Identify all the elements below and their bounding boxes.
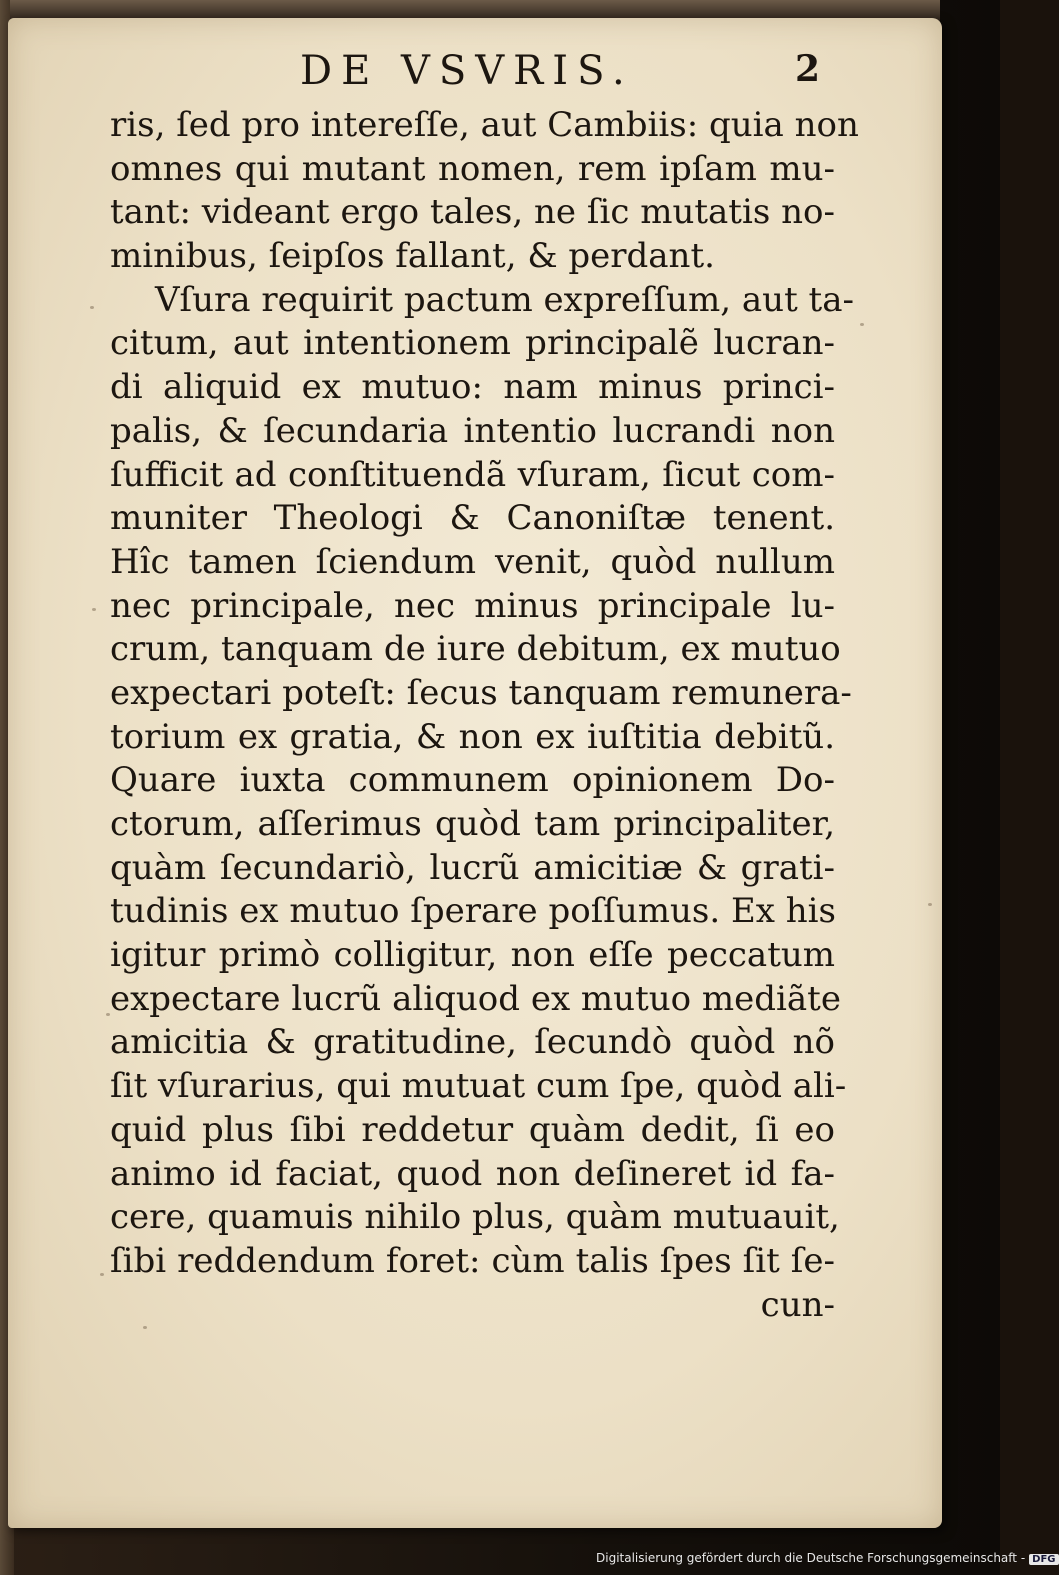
digitization-footer [596, 1551, 1059, 1565]
text-line: minibus, ſeipſos fallant, & perdant. [110, 236, 715, 277]
text-line: torium ex gratia, & non ex iuſtitia debitũ. [110, 716, 835, 757]
dfg-logo: DFG [1029, 1554, 1058, 1565]
text-line: expectari poteſt: ſecus tanquam remunera- [110, 672, 852, 713]
text-line: ſibi reddendum foret: cùm talis ſpes ſit ſe- [110, 1240, 835, 1281]
text-line: Quare iuxta communem opinionem Do- [110, 760, 835, 801]
footer-credit-text: Digitalisierung gefördert durch die Deutsche Forschungsgemeinschaft - [596, 1551, 1026, 1565]
text-line: tant: videant ergo tales, ne ſic mutatis no- [110, 192, 835, 233]
text-line: nec principale, nec minus principale lu- [110, 585, 835, 626]
paragraph-first-line: Vſura requirit pactum expreſſum, aut ta- [155, 279, 854, 320]
text-line: quid plus ſibi reddetur quàm dedit, ſi eo [110, 1109, 835, 1150]
text-line: citum, aut intentionem principalẽ lucran- [110, 323, 835, 364]
text-line: Hîc tamen ſciendum venit, quòd nullum [110, 541, 835, 582]
body-text [110, 104, 859, 1327]
text-line: ctorum, aſſerimus quòd tam principaliter, [110, 804, 835, 844]
text-line: crum, tanquam de iure debitum, ex mutuo [110, 629, 841, 670]
text-line: amicitia & gratitudine, ſecundò quòd nõ [110, 1022, 835, 1063]
text-line: animo id faciat, quod non deſineret id fa- [110, 1153, 835, 1194]
text-line: omnes qui mutant nomen, rem ipſam mu- [110, 148, 835, 189]
text-line: palis, & ſecundaria intentio lucrandi non [110, 410, 835, 451]
text-line: ris, ſed pro intereſſe, aut Cambiis: quia non [110, 105, 859, 145]
text-line: ſit vſurarius, qui mutuat cum ſpe, quòd ali- [110, 1066, 847, 1107]
text-line: cere, quamuis nihilo plus, quàm mutuauit, [110, 1197, 840, 1238]
text-line: quàm ſecundariò, lucrũ amicitiæ & grati- [110, 847, 835, 888]
page-number: 2 [795, 48, 821, 90]
text-line: di aliquid ex mutuo: nam minus princi- [110, 367, 835, 408]
catchword: cun- [760, 1284, 835, 1325]
running-header: DE VSVRIS. [300, 48, 634, 94]
text-line: muniter Theologi & Canoniſtæ tenent. [110, 498, 835, 539]
text-line: igitur primò colligitur, non eſſe peccatum [110, 935, 835, 976]
text-line: tudinis ex mutuo ſperare poſſumus. Ex his [110, 891, 837, 932]
text-line: ſufficit ad conſtituendã vſuram, ſicut com- [110, 454, 835, 495]
text-line: expectare lucrũ aliquod ex mutuo mediãte [110, 978, 841, 1019]
